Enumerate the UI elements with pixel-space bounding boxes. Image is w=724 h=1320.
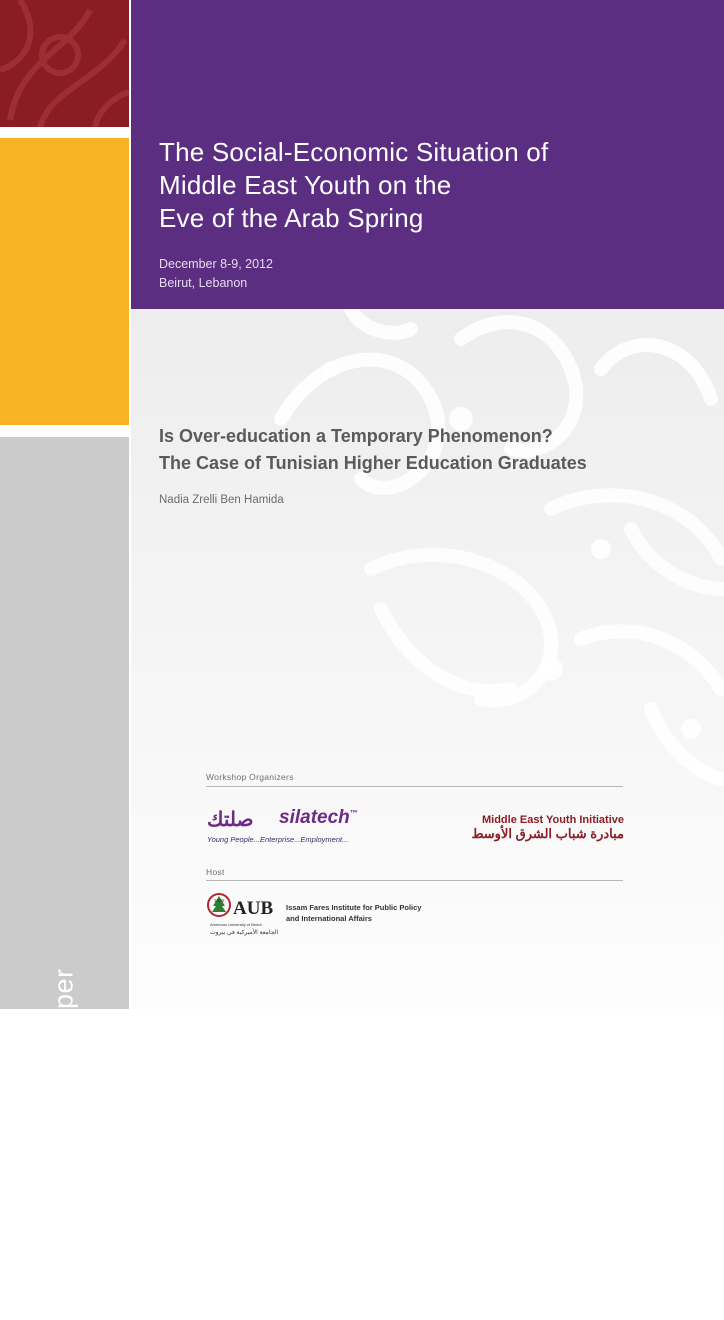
silatech-arabic-wordmark: صلتك	[207, 809, 254, 831]
title-line-3: Eve of the Arab Spring	[159, 203, 424, 233]
series-label: Workshop Discussion Paper	[48, 968, 79, 1320]
aub-logo	[206, 890, 281, 942]
meyi-name: Middle East Youth Initiative	[481, 814, 624, 826]
paper-title-line-1: Is Over-education a Temporary Phenomenon?	[159, 426, 553, 446]
left-yellow-block	[0, 138, 129, 425]
title-line-1: The Social-Economic Situation of	[159, 137, 549, 167]
aub-logo-block	[206, 890, 456, 942]
institute-line-1: Issam Fares Institute for Public Policy	[286, 903, 422, 912]
aub-arabic-name: الجامعة الأميركية في بيروت	[210, 930, 279, 936]
paper-title-line-2: The Case of Tunisian Higher Education Graduates	[159, 453, 587, 473]
author-name: Nadia Zrelli Ben Hamida	[159, 494, 284, 506]
host-label: Host	[206, 867, 225, 877]
aub-year: 1866	[213, 898, 225, 903]
aub-cedar-icon	[206, 890, 281, 920]
event-info	[159, 255, 273, 293]
left-gray-block	[0, 437, 129, 1320]
cover-title	[159, 136, 699, 235]
arabesque-pattern-maroon	[0, 0, 129, 127]
aub-full-name: American University of Beirut	[210, 922, 262, 927]
silatech-logo	[205, 807, 375, 849]
title-line-2: Middle East Youth on the	[159, 170, 452, 200]
silatech-name-text: silatech	[279, 807, 350, 828]
organizers-divider	[206, 786, 623, 787]
event-location: Beirut, Lebanon	[159, 276, 248, 290]
silatech-wordmark	[279, 807, 358, 829]
host-divider	[206, 880, 623, 881]
meyi-arabic-name: مبادرة شباب الشرق الأوسط	[471, 826, 624, 841]
host-institute	[286, 902, 421, 924]
institute-line-2: and International Affairs	[286, 914, 372, 923]
paper-title	[159, 423, 719, 477]
left-maroon-block	[0, 0, 129, 127]
organizers-label: Workshop Organizers	[206, 772, 294, 782]
silatech-tagline: Young People...Enterprise...Employment...	[207, 835, 349, 844]
meyi-logo	[440, 814, 624, 842]
event-date: December 8-9, 2012	[159, 257, 273, 271]
trademark-mark: ™	[349, 808, 358, 818]
aub-abbrev: AUB	[233, 898, 274, 919]
